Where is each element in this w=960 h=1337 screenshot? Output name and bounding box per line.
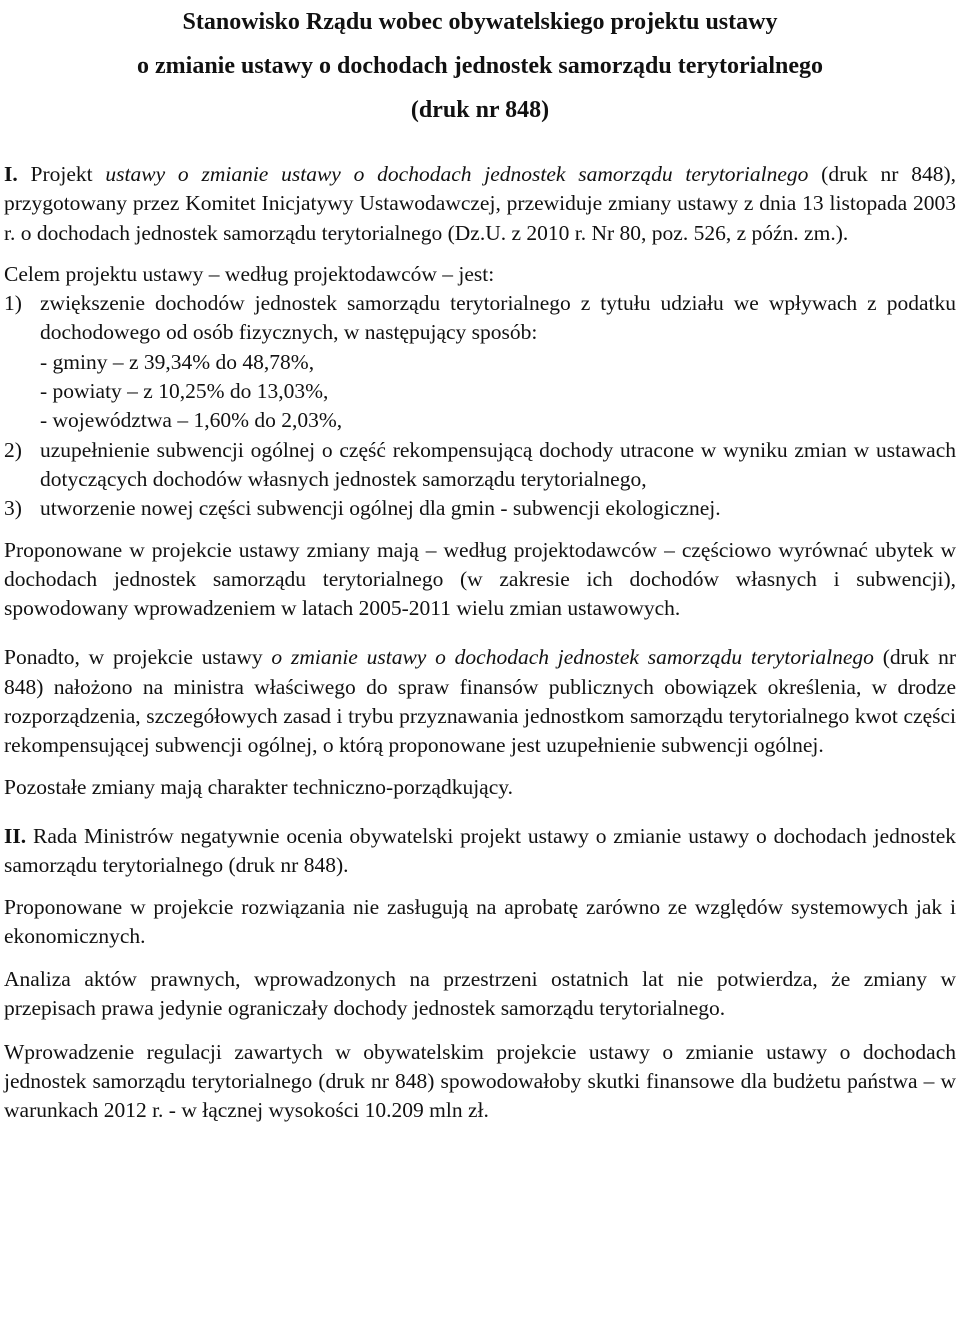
goals-list [4,289,956,523]
sub-item: - powiaty – z 10,25% do 13,03%, [40,379,329,404]
title-line-2: o zmianie ustawy o dochodach jednostek samorządu terytorialnego [137,53,823,79]
section-1-goal-paragraph: Celem projektu ustawy – według projektodawców – jest: [4,261,495,286]
list-item-number: 3) [4,496,22,521]
section-1-marker: I. [4,162,18,186]
sub-item: - województwa – 1,60% do 2,03%, [40,408,343,433]
section-2-p1-text: Rada Ministrów negatywnie ocenia obywatelski projekt ustawy o zmianie ustawy o dochodach jednostek samorządu terytorialnego (druk nr 848). [4,823,956,878]
section-1-intro-text-a: Projekt [17,162,106,186]
section-1-p4-text-a: Ponadto, w projekcie ustawy [4,645,272,670]
document-title [4,0,956,132]
section-2-paragraph-2: Proponowane w projekcie rozwiązania nie zasługują na aprobatę zarówno ze względów systemowych jak i ekonomicznych. [4,894,956,948]
section-2-paragraph-1 [4,822,956,881]
section-2-marker: II. [4,823,27,848]
list-item [4,494,956,523]
list-item [4,289,956,435]
list-item-text: uzupełnienie subwencji ogólnej o część rekompensującą dochody utracone w wyniku zmian w ustawach dotyczących dochodów własnych jednostek samorządu terytorialnego, [40,437,956,491]
list-item-text: zwiększenie dochodów jednostek samorządu terytorialnego z tytułu udziału we wpływach z podatku dochodowego od osób fizycznych, w następujący sposób: [40,291,956,345]
section-1-intro-text-b: (druk nr 848), przygotowany przez Komitet Inicjatywy Ustawodawczej, przewiduje zmiany ustawy z dnia 13 listopada 2003 r. o dochodach jednostek samorządu terytorialnego (Dz.U. z 2010 r. Nr 80, poz. 526, z późn. zm.). [4,162,957,245]
list-item-body [40,289,956,435]
section-1-p4-italic: o zmianie ustawy o dochodach jednostek samorządu terytorialnego [271,645,874,670]
section-2-paragraph-3: Analiza aktów prawnych, wprowadzonych na przestrzeni ostatnich lat nie potwierdza, że zmiany w przepisach prawa jedynie ograniczały dochody jednostek samorządu terytorialnego. [4,967,956,1021]
section-1-paragraph-5: Pozostałe zmiany mają charakter techniczno-porządkujący. [4,774,513,799]
sub-item: - gminy – z 39,34% do 48,78%, [40,349,315,374]
list-item-number: 1) [4,291,22,316]
section-1-intro-paragraph [4,160,956,248]
section-2-paragraph-4: Wprowadzenie regulacji zawartych w obywatelskim projekcie ustawy o zmianie ustawy o dochodach jednostek samorządu terytorialnego (druk nr 848) spowodowałoby skutki finansowe dla budżetu państwa – w warunkach 2012 r. - w łącznej wysokości 10.209 mln zł. [4,1039,956,1123]
title-line-3: (druk nr 848) [410,97,550,123]
list-item [4,436,956,495]
section-1-p4-text-b: (druk nr 848) nałożono na ministra właściwego do spraw finansów publicznych obowiązek określenia, w drodze rozporządzenia, szczegółowych zasad i trybu przyznawania jednostkom samorządu terytorialnego kwot części rekompensującej subwencji ogólnej, o którą proponowane jest uzupełnienie subwencji ogólnej. [4,645,956,758]
section-1-paragraph-3: Proponowane w projekcie ustawy zmiany mają – według projektodawców – częściowo wyrównać ubytek w dochodach jednostek samorządu terytorialnego (w zakresie ich dochodów własnych i subwencji), spowodowany wprowadzeniem w latach 2005-2011 wielu zmian ustawowych. [4,537,956,621]
section-1-paragraph-4 [4,643,956,760]
list-item-number: 2) [4,437,22,462]
title-line-1: Stanowisko Rządu wobec obywatelskiego projektu ustawy [182,9,778,35]
section-1-intro-italic: ustawy o zmianie ustawy o dochodach jednostek samorządu terytorialnego [105,162,809,186]
list-item-text: utworzenie nowej części subwencji ogólnej dla gmin - subwencji ekologicznej. [40,496,721,521]
